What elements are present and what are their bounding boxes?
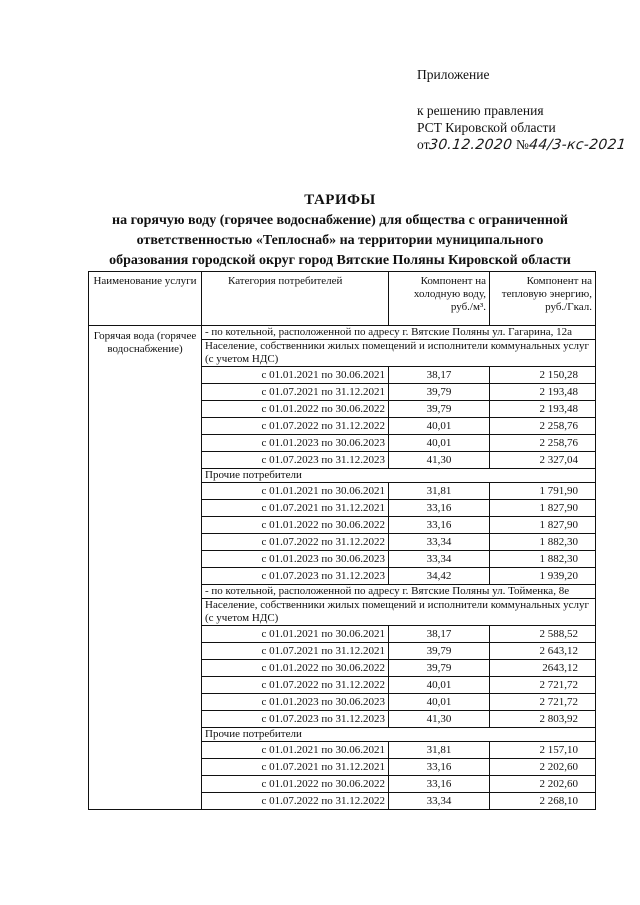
thermal-cell: 2 193,48	[490, 401, 596, 418]
cold-water-cell: 39,79	[389, 643, 490, 660]
thermal-cell: 2 721,72	[490, 677, 596, 694]
service-name-cell: Горячая вода (горячее водоснабжение)	[89, 326, 202, 810]
heading-line-1: на горячую воду (горячее водоснабжение) для общества с ограниченной	[112, 213, 568, 228]
period-cell: с 01.01.2022 по 30.06.2022	[202, 660, 389, 677]
consumer-category: Прочие потребители	[202, 469, 596, 483]
header-cold-water: Компонент на холодную воду, руб./м³.	[389, 272, 490, 326]
period-cell: с 01.07.2022 по 31.12.2022	[202, 534, 389, 551]
thermal-cell: 2 803,92	[490, 711, 596, 728]
cold-water-cell: 40,01	[389, 694, 490, 711]
thermal-cell: 2 268,10	[490, 793, 596, 810]
cold-water-cell: 31,81	[389, 742, 490, 759]
tariff-table	[88, 271, 596, 810]
cold-water-cell: 31,81	[389, 483, 490, 500]
document-heading	[20, 190, 640, 271]
thermal-cell: 2 150,28	[490, 367, 596, 384]
cold-water-cell: 41,30	[389, 711, 490, 728]
period-cell: с 01.07.2022 по 31.12.2022	[202, 793, 389, 810]
period-cell: с 01.07.2021 по 31.12.2021	[202, 384, 389, 401]
period-cell: с 01.01.2021 по 30.06.2021	[202, 483, 389, 500]
cold-water-cell: 40,01	[389, 677, 490, 694]
period-cell: с 01.07.2023 по 31.12.2023	[202, 452, 389, 469]
cold-water-cell: 33,34	[389, 534, 490, 551]
header-service: Наименование услуги	[89, 272, 202, 326]
period-cell: с 01.07.2021 по 31.12.2021	[202, 500, 389, 517]
period-cell: с 01.07.2023 по 31.12.2023	[202, 711, 389, 728]
header-thermal: Компонент на тепловую энергию, руб./Гкал.	[490, 272, 596, 326]
period-cell: с 01.07.2023 по 31.12.2023	[202, 568, 389, 585]
thermal-cell: 2 258,76	[490, 418, 596, 435]
cold-water-cell: 40,01	[389, 418, 490, 435]
annex-number-handwritten: 44/3-кс-2021	[528, 137, 627, 153]
tariff-body	[89, 326, 596, 810]
period-cell: с 01.01.2023 по 30.06.2023	[202, 551, 389, 568]
period-cell: с 01.01.2023 по 30.06.2023	[202, 435, 389, 452]
thermal-cell: 2 721,72	[490, 694, 596, 711]
header-category: Категория потребителей	[202, 272, 389, 326]
cold-water-cell: 33,16	[389, 517, 490, 534]
cold-water-cell: 40,01	[389, 435, 490, 452]
period-cell: с 01.01.2023 по 30.06.2023	[202, 694, 389, 711]
annex-block	[417, 66, 626, 154]
annex-date-prefix: от	[417, 137, 430, 152]
annex-number-prefix: №	[516, 137, 529, 152]
thermal-cell: 2 157,10	[490, 742, 596, 759]
cold-water-cell: 33,16	[389, 500, 490, 517]
period-cell: с 01.01.2021 по 30.06.2021	[202, 626, 389, 643]
consumer-category: Прочие потребители	[202, 728, 596, 742]
thermal-cell: 2 588,52	[490, 626, 596, 643]
cold-water-cell: 33,16	[389, 776, 490, 793]
annex-date-line	[417, 136, 626, 154]
cold-water-cell: 41,30	[389, 452, 490, 469]
period-cell: с 01.01.2022 по 30.06.2022	[202, 517, 389, 534]
cold-water-cell: 33,16	[389, 759, 490, 776]
thermal-cell: 1 882,30	[490, 551, 596, 568]
annex-date-handwritten: 30.12.2020	[428, 137, 514, 153]
period-cell: с 01.01.2022 по 30.06.2022	[202, 401, 389, 418]
thermal-cell: 1 791,90	[490, 483, 596, 500]
annex-title: Приложение	[417, 67, 490, 82]
period-cell: с 01.07.2022 по 31.12.2022	[202, 677, 389, 694]
heading-title: ТАРИФЫ	[304, 192, 376, 208]
cold-water-cell: 39,79	[389, 660, 490, 677]
thermal-cell: 2 202,60	[490, 776, 596, 793]
annex-gap	[417, 83, 626, 102]
cold-water-cell: 33,34	[389, 793, 490, 810]
thermal-cell: 1 827,90	[490, 517, 596, 534]
cold-water-cell: 38,17	[389, 626, 490, 643]
cold-water-cell: 38,17	[389, 367, 490, 384]
heading-line-2: ответственностью «Теплоснаб» на территории муниципального	[136, 233, 544, 248]
thermal-cell: 1 939,20	[490, 568, 596, 585]
period-cell: с 01.07.2021 по 31.12.2021	[202, 759, 389, 776]
thermal-cell: 1 827,90	[490, 500, 596, 517]
table-header-row	[89, 272, 596, 326]
boiler-row	[89, 326, 596, 340]
consumer-category: Население, собственники жилых помещений и исполнители коммунальных услуг (с учетом НДС)	[202, 340, 596, 367]
cold-water-cell: 39,79	[389, 401, 490, 418]
cold-water-cell: 34,42	[389, 568, 490, 585]
boiler-address: - по котельной, расположенной по адресу г. Вятские Поляны ул. Тойменка, 8е	[202, 585, 596, 599]
thermal-cell: 1 882,30	[490, 534, 596, 551]
cold-water-cell: 39,79	[389, 384, 490, 401]
thermal-cell: 2643,12	[490, 660, 596, 677]
period-cell: с 01.01.2021 по 30.06.2021	[202, 367, 389, 384]
heading-line-3: образования городской округ город Вятские Поляны Кировской области	[109, 253, 571, 268]
annex-line-2: РСТ Кировской области	[417, 120, 556, 135]
period-cell: с 01.01.2021 по 30.06.2021	[202, 742, 389, 759]
annex-line-1: к решению правления	[417, 103, 544, 118]
thermal-cell: 2 643,12	[490, 643, 596, 660]
thermal-cell: 2 327,04	[490, 452, 596, 469]
period-cell: с 01.01.2022 по 30.06.2022	[202, 776, 389, 793]
consumer-category: Население, собственники жилых помещений и исполнители коммунальных услуг (с учетом НДС)	[202, 599, 596, 626]
period-cell: с 01.07.2021 по 31.12.2021	[202, 643, 389, 660]
boiler-address: - по котельной, расположенной по адресу г. Вятские Поляны ул. Гагарина, 12а	[202, 326, 596, 340]
thermal-cell: 2 258,76	[490, 435, 596, 452]
thermal-cell: 2 202,60	[490, 759, 596, 776]
thermal-cell: 2 193,48	[490, 384, 596, 401]
period-cell: с 01.07.2022 по 31.12.2022	[202, 418, 389, 435]
cold-water-cell: 33,34	[389, 551, 490, 568]
